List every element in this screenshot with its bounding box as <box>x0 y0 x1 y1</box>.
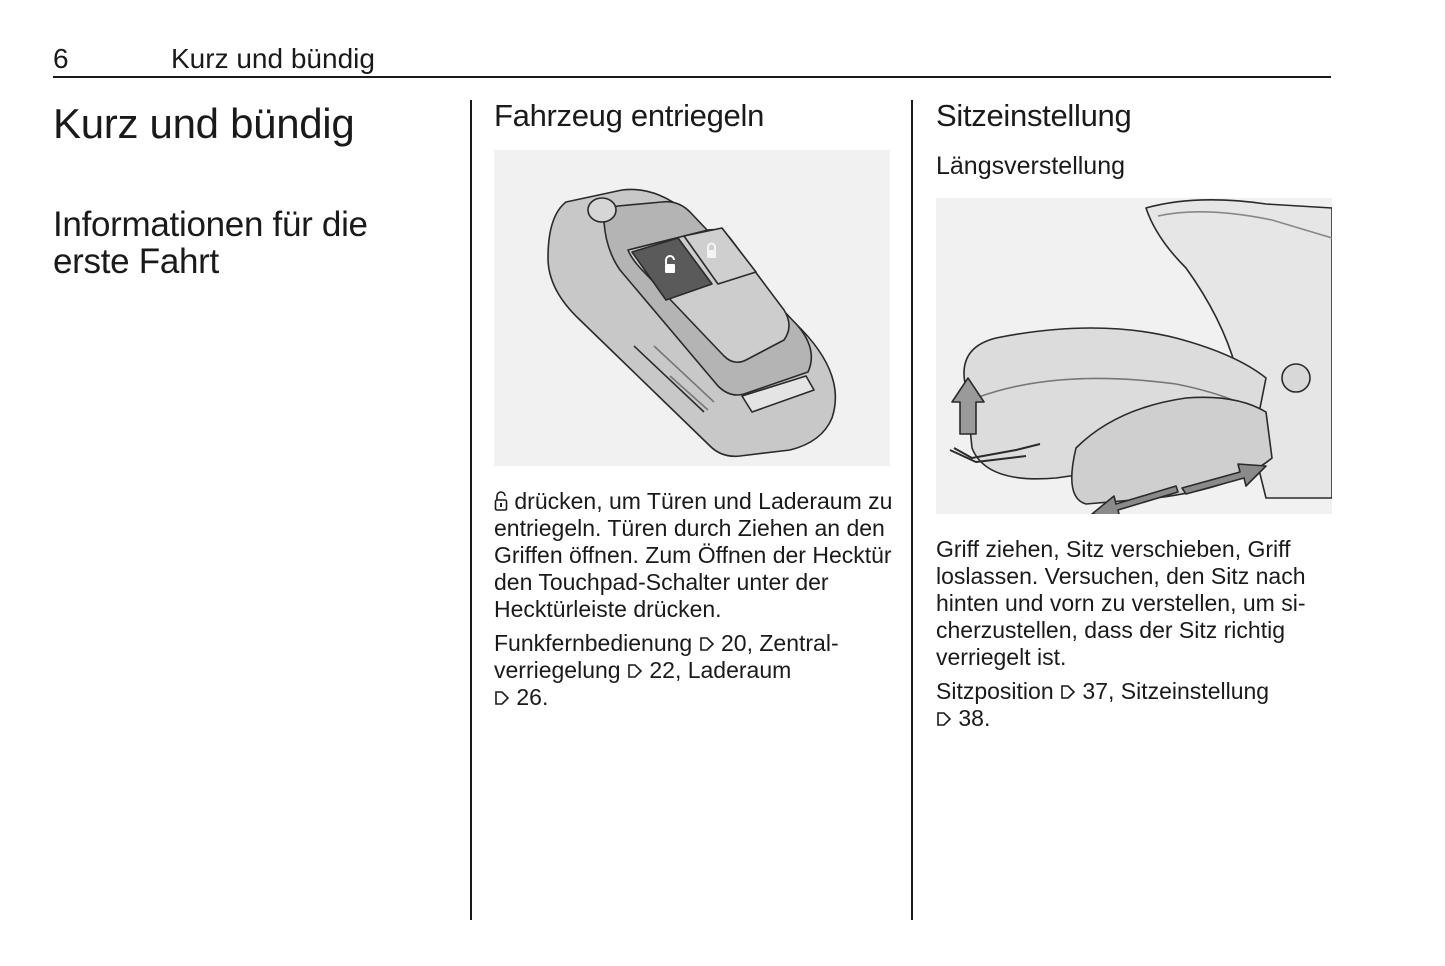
ref-page-remote[interactable]: 20, Zentralverriegelung <box>494 630 839 683</box>
ref-page-central-lock[interactable]: 22, Laderaum <box>642 657 792 683</box>
key-fob-illustration <box>494 150 890 466</box>
ref-page-seat-adjust[interactable]: 38. <box>952 705 991 731</box>
ref-label-remote: Funkfernbedienung <box>494 630 699 656</box>
seat-subheading: Längsverstellung <box>936 152 1126 180</box>
ref-label-seat-position: Sitzposition <box>936 678 1061 704</box>
seat-instructions: Griff ziehen, Sitz verschieben, Griff loslassen. Versuchen, den Sitz nach hinten und vorn zu verstellen, um sicherzustellen, dass der Sitz richtig verriegelt ist. <box>936 536 1306 670</box>
running-header-title: Kurz und bündig <box>171 43 375 74</box>
section-title: Informationen für die erste Fahrt <box>53 205 368 281</box>
seat-heading: Sitzeinstellung <box>936 98 1132 133</box>
cross-reference-icon <box>1060 679 1076 695</box>
seat-references <box>936 678 1341 732</box>
unlock-references <box>494 630 899 711</box>
ref-page-cargo[interactable]: 26. <box>510 684 549 710</box>
ref-page-seat-position[interactable]: 37, Sitzeinstellung <box>1076 678 1270 704</box>
chapter-title: Kurz und bündig <box>53 100 355 147</box>
cross-reference-icon <box>936 706 952 722</box>
cross-reference-icon <box>627 658 643 674</box>
page-number: 6 <box>53 43 69 74</box>
seat-adjustment-illustration <box>936 198 1332 514</box>
unlock-icon <box>494 490 508 512</box>
column-divider <box>470 100 472 920</box>
column-unlock <box>494 98 894 134</box>
unlock-instructions <box>494 488 899 623</box>
page-header <box>53 40 1331 78</box>
column-seat <box>936 98 1336 181</box>
cross-reference-icon <box>699 631 715 647</box>
column-divider <box>911 100 913 920</box>
unlock-heading: Fahrzeug entriegeln <box>494 98 765 133</box>
cross-reference-icon <box>494 685 510 701</box>
unlock-instructions-text: drücken, um Türen und Laderaum zu entriegeln. Türen durch Ziehen an den Griffen öffnen. Zum Öffnen der Hecktür den Touchpad-Schalter unter der Hecktürleiste drücken. <box>494 488 893 622</box>
